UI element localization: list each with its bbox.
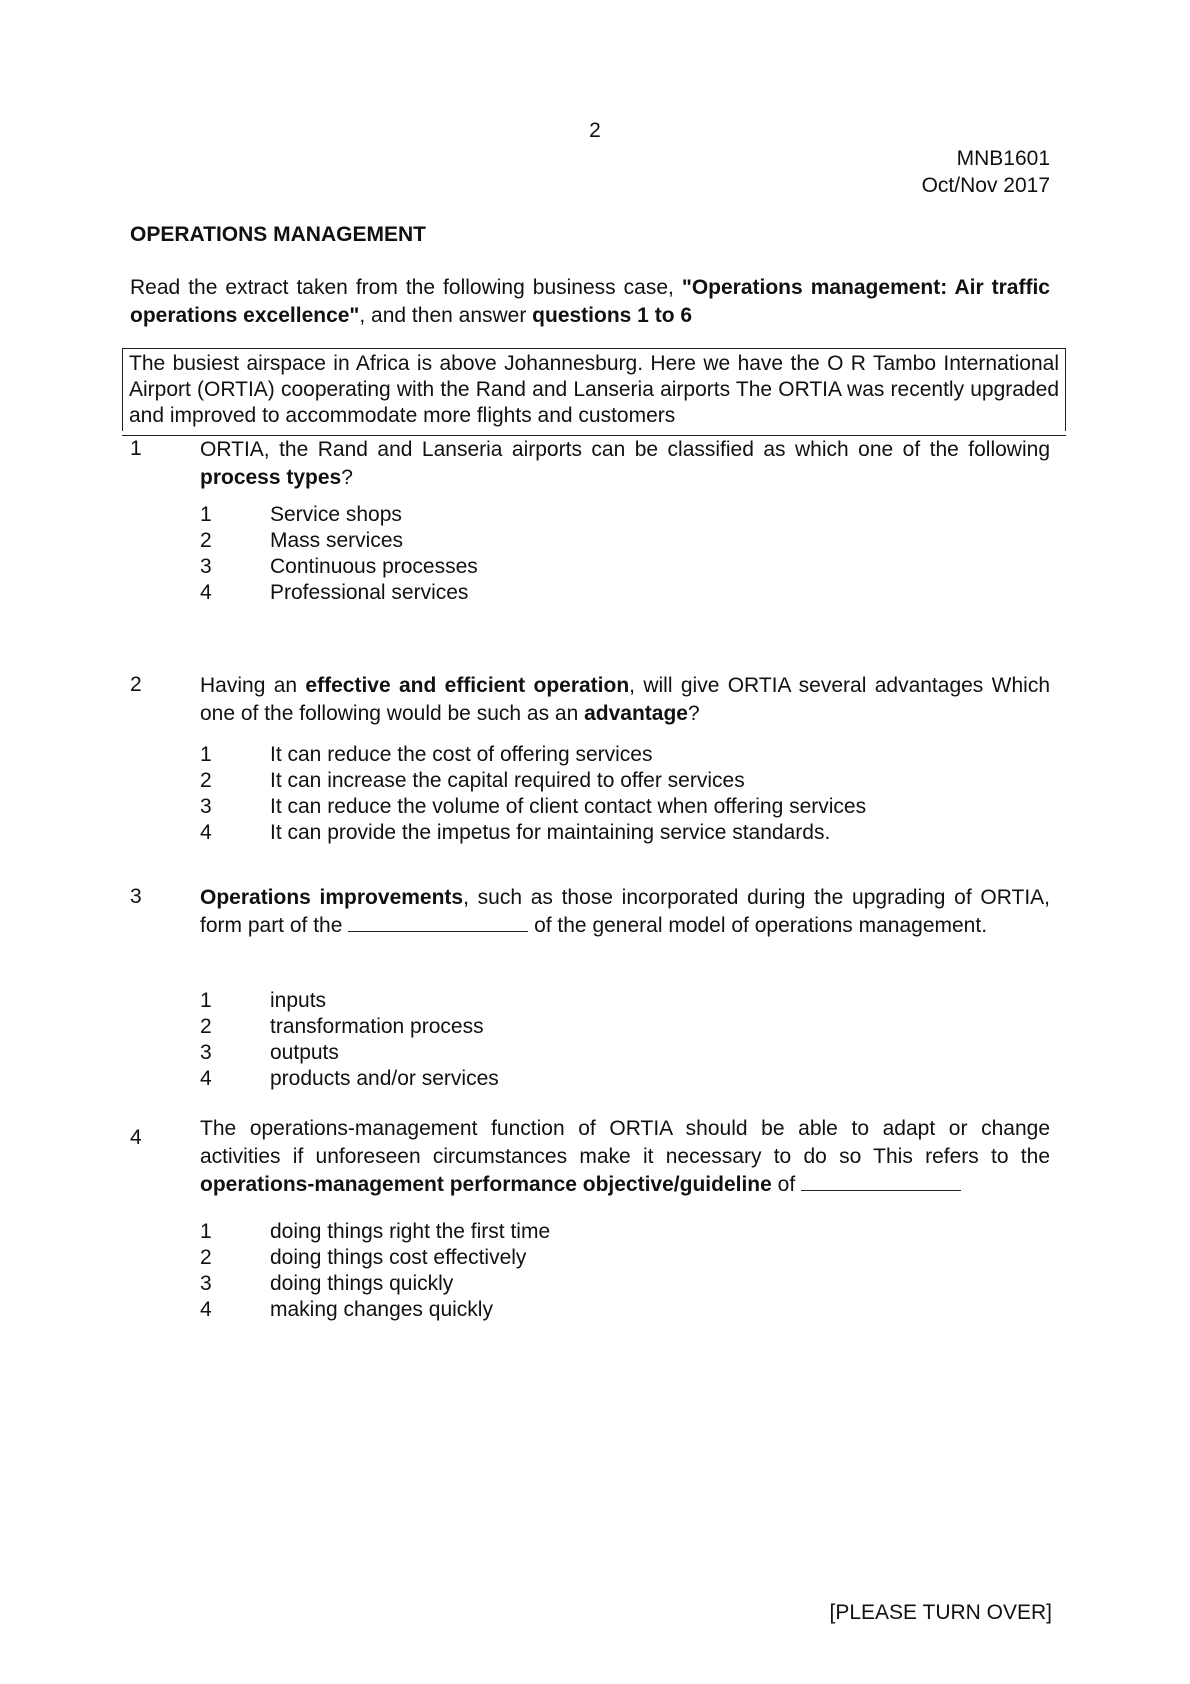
page-footer: [PLEASE TURN OVER] bbox=[829, 1601, 1052, 1624]
option-text: It can increase the capital required to offer services bbox=[270, 769, 745, 792]
question-emphasis: process types bbox=[200, 466, 342, 489]
option-number: 1 bbox=[200, 743, 212, 766]
option-text: It can provide the impetus for maintaining service standards. bbox=[270, 821, 831, 844]
module-code: MNB1601 bbox=[956, 147, 1050, 170]
option-number: 4 bbox=[200, 581, 212, 604]
section-title: OPERATIONS MANAGEMENT bbox=[130, 223, 426, 246]
question-text-part: , will give ORTIA several advantages Which one of the following would be such as an bbox=[200, 674, 1050, 725]
option-number: 3 bbox=[200, 795, 212, 818]
option[interactable] bbox=[200, 528, 478, 554]
question-text-part: of the general model of operations management. bbox=[528, 914, 988, 937]
answer-blank[interactable] bbox=[801, 1172, 961, 1191]
option-text: Mass services bbox=[270, 529, 404, 552]
option[interactable] bbox=[200, 742, 866, 768]
question-emphasis: advantage bbox=[584, 702, 688, 725]
answer-blank[interactable] bbox=[348, 913, 528, 932]
option-text: inputs bbox=[270, 989, 327, 1012]
options-list bbox=[200, 988, 499, 1092]
question-number: 1 bbox=[130, 437, 142, 460]
option[interactable] bbox=[200, 1066, 499, 1092]
question-text-part: ORTIA, the Rand and Lanseria airports can be classified as which one of the following bbox=[200, 438, 1050, 461]
option-number: 2 bbox=[200, 529, 212, 552]
intro-text-2: , and then answer bbox=[359, 304, 533, 327]
question-number: 3 bbox=[130, 885, 142, 908]
option[interactable] bbox=[200, 988, 499, 1014]
option[interactable] bbox=[200, 1219, 550, 1245]
option-number: 3 bbox=[200, 1272, 212, 1295]
option-text: products and/or services bbox=[270, 1067, 499, 1090]
option-number: 3 bbox=[200, 555, 212, 578]
question-text-part: Having an bbox=[200, 674, 306, 697]
option-number: 3 bbox=[200, 1041, 212, 1064]
option[interactable] bbox=[200, 1245, 550, 1271]
option-number: 4 bbox=[200, 1067, 212, 1090]
page-number: 2 bbox=[589, 119, 601, 142]
option-text: outputs bbox=[270, 1041, 339, 1064]
intro-text-1: Read the extract taken from the following business case, bbox=[130, 276, 682, 299]
document-header bbox=[922, 145, 1050, 199]
question-text-part: ? bbox=[687, 702, 700, 725]
option-text: transformation process bbox=[270, 1015, 484, 1038]
option-number: 2 bbox=[200, 1246, 212, 1269]
option-text: doing things cost effectively bbox=[270, 1246, 527, 1269]
option-number: 4 bbox=[200, 1298, 212, 1321]
option-text: It can reduce the volume of client contact when offering services bbox=[270, 795, 867, 818]
options-list bbox=[200, 502, 478, 606]
question-number: 4 bbox=[130, 1126, 142, 1149]
question-emphasis: operations-management performance objective/guideline bbox=[200, 1173, 772, 1196]
option-text: It can reduce the cost of offering services bbox=[270, 743, 653, 766]
option-text: Service shops bbox=[270, 503, 402, 526]
option[interactable] bbox=[200, 820, 866, 846]
intro-paragraph bbox=[130, 274, 1050, 330]
option-text: doing things right the first time bbox=[270, 1220, 551, 1243]
options-list bbox=[200, 1219, 550, 1323]
option-number: 1 bbox=[200, 989, 212, 1012]
option-text: making changes quickly bbox=[270, 1298, 493, 1321]
option[interactable] bbox=[200, 502, 478, 528]
case-title: "Operations management: Air traffic operations excellence" bbox=[130, 276, 1050, 327]
question-text-part: of bbox=[771, 1173, 801, 1196]
question-text bbox=[200, 1115, 1050, 1199]
exam-date: Oct/Nov 2017 bbox=[921, 174, 1050, 197]
question-emphasis: Operations improvements bbox=[200, 886, 464, 909]
option-text: doing things quickly bbox=[270, 1272, 454, 1295]
options-list bbox=[200, 742, 866, 846]
option-number: 1 bbox=[200, 1220, 212, 1243]
option-number: 4 bbox=[200, 821, 212, 844]
option-number: 1 bbox=[200, 503, 212, 526]
option[interactable] bbox=[200, 1271, 550, 1297]
question-text bbox=[200, 884, 1050, 940]
question-text-part: ? bbox=[341, 466, 353, 489]
option-number: 2 bbox=[200, 769, 212, 792]
question-emphasis: effective and efficient operation bbox=[305, 674, 630, 697]
option[interactable] bbox=[200, 794, 866, 820]
option[interactable] bbox=[200, 1014, 499, 1040]
option-number: 2 bbox=[200, 1015, 212, 1038]
questions-range: questions 1 to 6 bbox=[532, 304, 693, 327]
question-text bbox=[200, 672, 1050, 728]
option[interactable] bbox=[200, 554, 478, 580]
question-text-part: , such as those incorporated during the upgrading of ORTIA, form part of the bbox=[200, 886, 1051, 937]
question-text-part: The operations-management function of ORTIA should be able to adapt or change activities if unforeseen circumstances make it necessary to do so This refers to the bbox=[200, 1117, 1050, 1168]
option-text: Professional services bbox=[270, 581, 469, 604]
question-text bbox=[200, 436, 1050, 492]
option-text: Continuous processes bbox=[270, 555, 478, 578]
option[interactable] bbox=[200, 768, 866, 794]
case-extract-box: The busiest airspace in Africa is above Johannesburg. Here we have the O R Tambo International Airport (ORTIA) cooperating with the Rand and Lanseria airports The ORTIA was recently upgraded and improved to accommodate more flights and customers bbox=[122, 348, 1066, 431]
question-number: 2 bbox=[130, 673, 142, 696]
option[interactable] bbox=[200, 1297, 550, 1323]
option[interactable] bbox=[200, 1040, 499, 1066]
option[interactable] bbox=[200, 580, 478, 606]
